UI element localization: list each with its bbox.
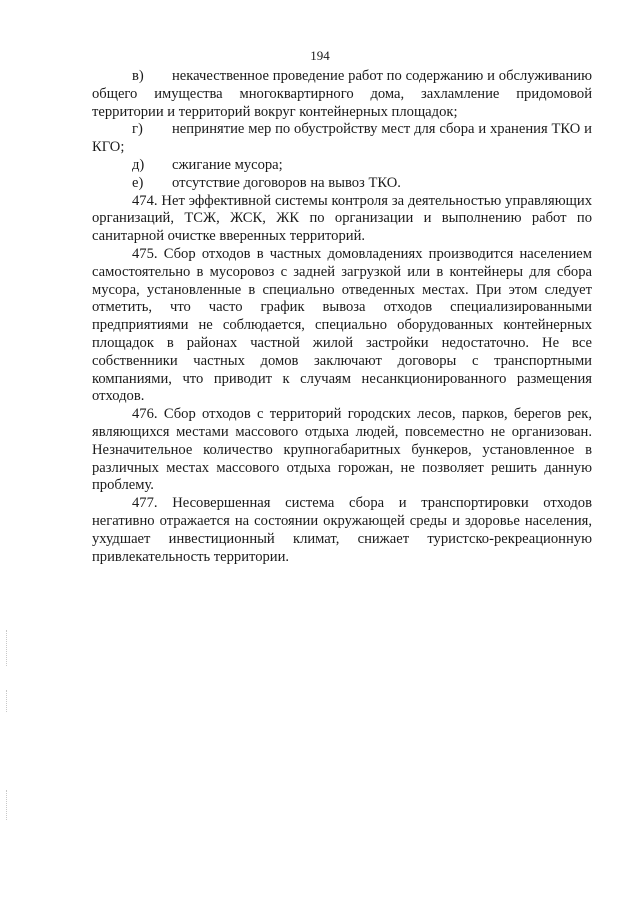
paragraph-474: 474. Нет эффективной системы контроля за деятельностью управляющих организаций, ТСЖ, ЖСК, ЖК по организации и выполнению работ по санитарной очистке вверенных территорий. [92, 192, 592, 245]
paragraph-475: 475. Сбор отходов в частных домовладениях производится населением самостоятельно в мусоровоз с задней загрузкой или в контейнеры для сбора мусора, установленные в специально отведенных местах. При этом следует отметить, что часто график вывоза отходов специализированными предприятиями не соблюдается, специально оборудованных контейнерных площадок в районах частной жилой застройки недостаточно. Не все собственники частных домов заключают договоры с транспортными компаниями, что приводит к случаям несанкционированного размещения отходов. [92, 245, 592, 405]
list-item [92, 175, 592, 193]
list-text: отсутствие договоров на вывоз ТКО. [172, 174, 401, 191]
page-number: 194 [310, 48, 330, 63]
list-letter: в) [132, 68, 144, 84]
list-item [92, 157, 592, 175]
list-letter: г) [132, 121, 143, 138]
list-item [92, 68, 592, 121]
paragraph-476: 476. Сбор отходов с территорий городских лесов, парков, берегов рек, являющихся местами массового отдыха людей, повсеместно не организован. Незначительное количество крупногабаритных бункеров, установленное в различных местах массового отдыха горожан, не позволяет решить данную проблему. [92, 406, 592, 494]
scan-margin-mark [6, 690, 8, 712]
list-text: некачественное проведение работ по содержанию и обслуживанию общего имущества многоквартирного дома, захламление придомовой территории и территорий вокруг контейнерных площадок; [92, 68, 592, 120]
document-body [92, 68, 592, 566]
scan-margin-mark [6, 790, 8, 820]
list-letter: д) [132, 156, 145, 173]
scan-margin-mark [6, 630, 8, 666]
paragraph-477: 477. Несовершенная система сбора и транспортировки отходов негативно отражается на состоянии окружающей среды и здоровье населения, ухудшает инвестиционный климат, снижает туристско-рекреационную привлекательность территории. [92, 495, 592, 565]
list-item [92, 121, 592, 157]
list-text: непринятие мер по обустройству мест для сбора и хранения ТКО и КГО; [92, 121, 592, 156]
list-letter: е) [132, 174, 144, 191]
list-text: сжигание мусора; [172, 156, 283, 173]
